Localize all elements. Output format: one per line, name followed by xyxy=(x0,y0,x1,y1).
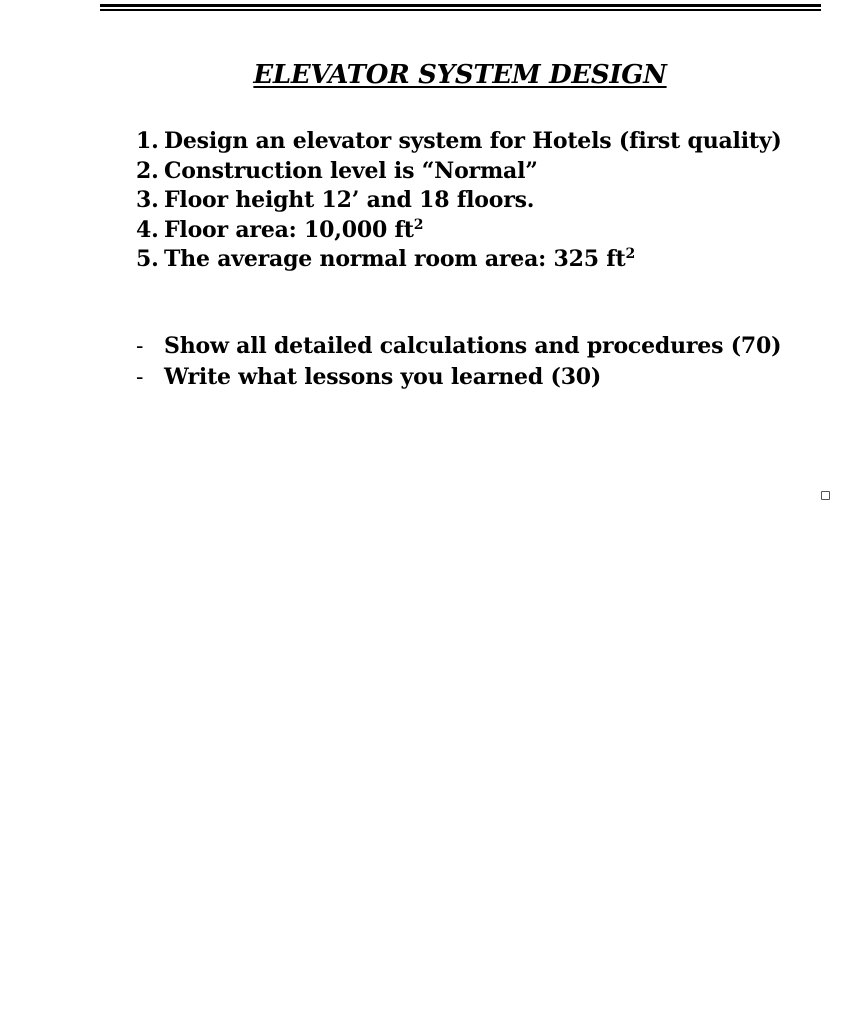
superscript-exponent: 2 xyxy=(625,246,636,262)
tasks-list xyxy=(136,331,781,393)
task-bullet: - xyxy=(136,334,144,359)
requirement-number: 4. xyxy=(136,216,159,243)
checkbox-marker[interactable] xyxy=(821,491,830,500)
requirement-item xyxy=(136,127,782,157)
requirements-list xyxy=(136,127,782,275)
requirement-text: Design an elevator system for Hotels (first quality) xyxy=(164,128,782,154)
superscript-exponent: 2 xyxy=(413,216,424,233)
task-text: Write what lessons you learned (30) xyxy=(164,364,602,390)
requirement-item xyxy=(136,186,782,216)
requirement-number: 2. xyxy=(136,157,159,184)
header-rule-thin xyxy=(100,9,821,11)
document-title: ELEVATOR SYSTEM DESIGN xyxy=(253,60,667,90)
requirement-text: Construction level is “Normal” xyxy=(164,157,538,184)
requirement-number: 5. xyxy=(136,246,159,272)
requirement-item xyxy=(136,157,782,187)
task-text: Show all detailed calculations and procedures (70) xyxy=(164,333,782,359)
requirement-number: 1. xyxy=(136,128,159,154)
task-item xyxy=(136,331,781,362)
header-rule-thick xyxy=(100,4,821,7)
requirement-text: Floor area: 10,000 ft xyxy=(164,216,414,243)
requirement-text: The average normal room area: 325 ft xyxy=(164,246,626,272)
task-bullet: - xyxy=(136,365,144,390)
requirement-item xyxy=(136,216,782,246)
requirement-text: Floor height 12’ and 18 floors. xyxy=(164,187,535,213)
requirement-number: 3. xyxy=(136,187,159,213)
requirement-item xyxy=(136,245,782,275)
task-item xyxy=(136,362,781,393)
